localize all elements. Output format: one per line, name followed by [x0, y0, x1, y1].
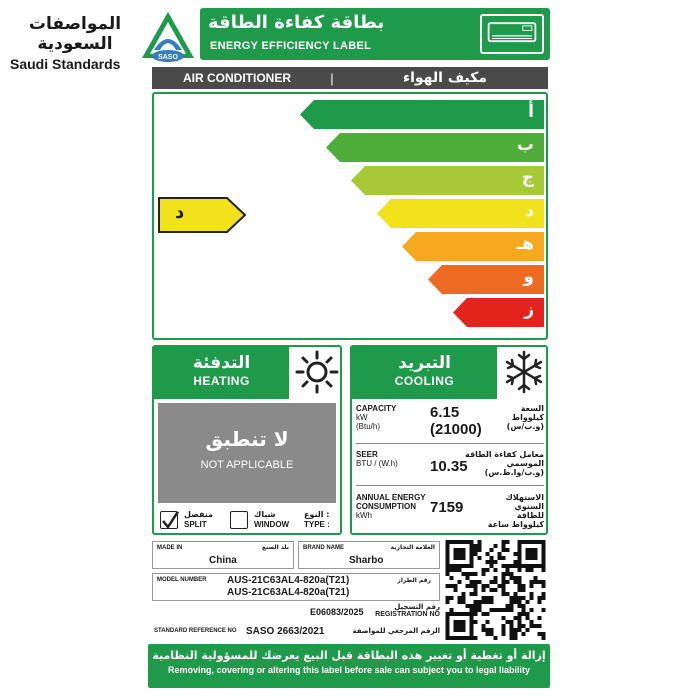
- efficiency-grade-5: [402, 232, 544, 261]
- registration-label: REGISTRATION NO: [375, 611, 440, 618]
- legal-warning-arabic: إزالة أو تغطية أو تغيير هذه البطاقة قبل البيع يعرضك للمسؤولية النظامية: [152, 649, 546, 662]
- qr-code-icon: [443, 540, 548, 640]
- product-type-separator: |: [330, 70, 334, 86]
- sun-icon: [294, 349, 340, 395]
- annual-consumption-row: [356, 493, 544, 529]
- model-label-arabic: رقم الطراز: [397, 577, 431, 584]
- capacity-unit-btu: (Btu/h): [356, 422, 381, 431]
- annual-label-line2: CONSUMPTION: [356, 502, 416, 511]
- made-in-label-arabic: بلد الصنع: [261, 544, 289, 551]
- org-name-english: Saudi Standards: [10, 56, 121, 72]
- snowflake-icon: [502, 349, 546, 395]
- cooling-title-english: COOLING: [394, 374, 455, 388]
- brand-label-arabic: العلامة التجارية: [390, 544, 435, 551]
- efficiency-grade-letter: و: [523, 267, 534, 287]
- split-label-arabic: منفصل: [184, 510, 213, 519]
- heating-title-arabic: التدفئة: [192, 353, 251, 373]
- capacity-unit-kw: kW: [356, 413, 368, 422]
- efficiency-grade-letter: ج: [521, 168, 534, 188]
- split-label-english: SPLIT: [184, 520, 207, 529]
- efficiency-rating-letter: د: [175, 202, 185, 223]
- heating-not-applicable: [158, 403, 336, 503]
- product-type-bar: [152, 67, 548, 89]
- label-title-english: ENERGY EFFICIENCY LABEL: [210, 40, 372, 52]
- legal-warning-english: Removing, covering or altering this label before sale can subject you to legal liability: [167, 665, 531, 675]
- cooling-title-arabic: التبريد: [398, 353, 451, 373]
- seer-unit-arabic: (و.ب/وا.ط.س): [484, 468, 544, 477]
- efficiency-grade-letter: أ: [528, 102, 534, 122]
- efficiency-grade-7: [453, 298, 544, 327]
- standard-label: STANDARD REFERENCE NO: [154, 628, 237, 634]
- model-value-1: AUS-21C63AL4-820a(T21): [227, 575, 350, 586]
- efficiency-rating-pointer: [157, 196, 249, 234]
- product-type-arabic: مكيف الهواء: [402, 70, 488, 86]
- product-type-english: AIR CONDITIONER: [183, 71, 291, 85]
- org-name-arabic: المواصفات السعودية: [28, 14, 122, 54]
- annual-label-arabic-1: الاستهلاك السنوي: [505, 493, 544, 511]
- type-label-english: TYPE :: [304, 520, 330, 529]
- efficiency-grade-letter: ز: [524, 300, 534, 320]
- efficiency-grade-2: [326, 133, 544, 162]
- capacity-value-kw: 6.15: [430, 404, 460, 421]
- seer-unit: BTU / (W.h): [356, 459, 398, 468]
- made-in-label: MADE IN: [157, 545, 183, 551]
- heating-title-english: HEATING: [193, 374, 250, 388]
- model-box: [152, 573, 440, 601]
- efficiency-grade-6: [428, 265, 544, 294]
- efficiency-grade-letter: هـ: [516, 234, 534, 254]
- capacity-unit-btu-arabic: (و.ب/س): [506, 422, 544, 431]
- capacity-unit-kw-arabic: كيلوواط: [511, 413, 544, 422]
- annual-label-arabic-2: للطاقة: [516, 511, 544, 520]
- registration-row: [310, 605, 440, 621]
- registration-label-arabic: رقم التسجيل: [394, 603, 440, 611]
- heating-panel: [152, 345, 342, 535]
- capacity-row: [356, 404, 544, 440]
- cooling-header: [352, 347, 497, 399]
- check-icon: [161, 512, 179, 530]
- window-label-arabic: شباك: [254, 510, 276, 519]
- heating-header: [154, 347, 289, 399]
- saso-logo-icon: [140, 10, 196, 64]
- unit-type-row: [158, 507, 338, 533]
- model-value-2: AUS-21C63AL4-820a(T21): [227, 587, 350, 598]
- label-title-arabic: بطاقة كفاءة الطاقة: [208, 12, 385, 33]
- not-applicable-english: NOT APPLICABLE: [200, 459, 294, 471]
- saudi-standards-wordmark: [10, 14, 140, 72]
- cooling-panel: [350, 345, 548, 535]
- seer-label: SEER: [356, 450, 378, 459]
- capacity-value-btu: (21000): [430, 421, 482, 438]
- model-label: MODEL NUMBER: [157, 577, 207, 583]
- standard-label-arabic: الرقم المرجعي للمواصفة: [352, 627, 440, 635]
- legal-warning-footer: [148, 644, 550, 688]
- standard-reference-row: [152, 622, 440, 640]
- annual-label-line1: ANNUAL ENERGY: [356, 493, 426, 502]
- made-in-value: China: [209, 555, 237, 566]
- air-conditioner-icon: [480, 14, 544, 54]
- split-checkbox: [160, 511, 178, 529]
- efficiency-grade-letter: د: [525, 201, 534, 221]
- window-checkbox: [230, 511, 248, 529]
- efficiency-grade-1: [300, 100, 544, 129]
- saso-logo-text: SASO: [158, 54, 178, 61]
- divider: [356, 443, 544, 444]
- divider: [356, 485, 544, 486]
- brand-label: BRAND NAME: [303, 545, 344, 551]
- seer-value: 10.35: [430, 458, 468, 475]
- window-label-english: WINDOW: [254, 520, 290, 529]
- seer-label-arabic: معامل كفاءة الطاقة الموسمي: [465, 450, 544, 468]
- annual-unit-arabic: كيلوواط ساعة: [487, 520, 544, 529]
- efficiency-grade-letter: ب: [516, 135, 534, 155]
- brand-box: [298, 541, 440, 569]
- capacity-label: CAPACITY: [356, 404, 397, 413]
- annual-value: 7159: [430, 499, 464, 516]
- registration-value: E06083/2025: [310, 607, 364, 617]
- type-label-arabic: النوع :: [304, 510, 330, 519]
- annual-unit: kWh: [356, 511, 372, 520]
- standard-value: SASO 2663/2021: [246, 626, 325, 637]
- seer-row: [356, 450, 544, 480]
- capacity-label-arabic: السعة: [520, 404, 544, 413]
- label-title-banner: [200, 8, 550, 60]
- efficiency-grade-4: [377, 199, 544, 228]
- made-in-box: [152, 541, 294, 569]
- not-applicable-arabic: لا تنطبق: [205, 427, 289, 451]
- efficiency-grade-3: [351, 166, 544, 195]
- brand-value: Sharbo: [349, 555, 384, 566]
